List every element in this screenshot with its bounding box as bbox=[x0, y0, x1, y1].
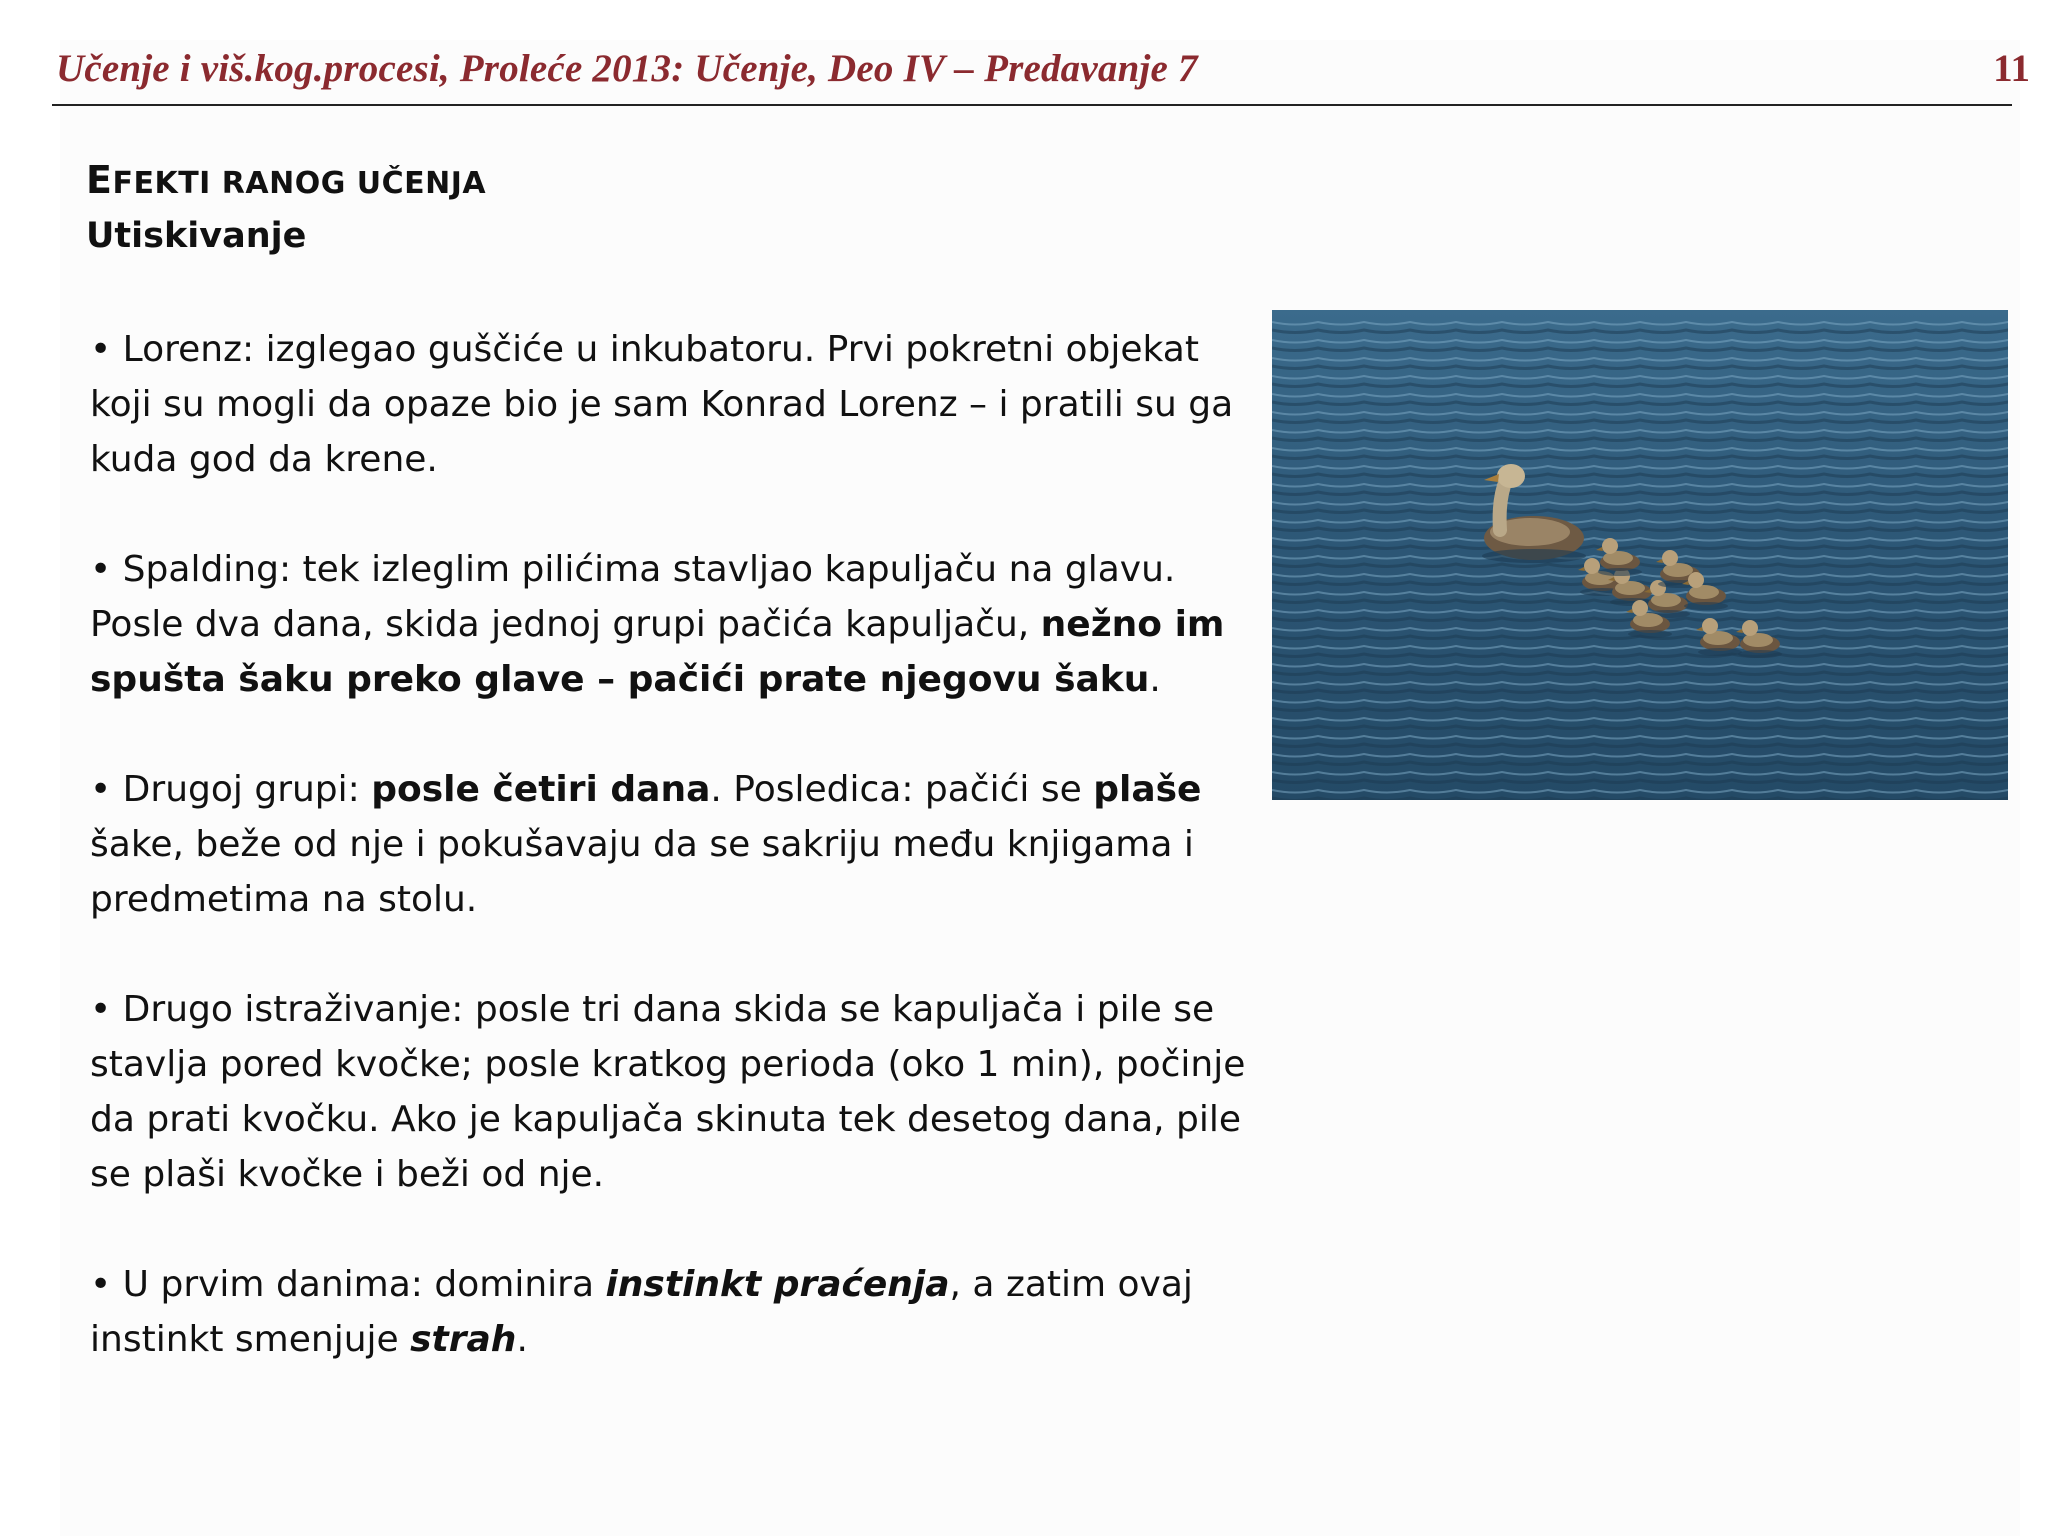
page-number: 11 bbox=[1993, 47, 2030, 90]
duck-family-on-water-image bbox=[1272, 310, 2008, 800]
bullet-first-days bbox=[90, 1257, 1250, 1367]
bullet-second-study bbox=[90, 982, 1250, 1202]
bullet-text: šake, beže od nje i pokušavaju da se sakriju među knjigama i predmetima na stolu. bbox=[90, 824, 1194, 920]
bullet-second-group bbox=[90, 762, 1250, 927]
bullet-text: • Lorenz: izglegao guščiće u inkubatoru. Prvi pokretni objekat koji su mogli da opaze bio je sam Konrad Lorenz – i pratili su ga kuda god da krene. bbox=[90, 329, 1234, 480]
bullet-emphasis: nežno im spušta šaku preko glave – pačići prate njegovu šaku bbox=[90, 604, 1225, 700]
section-title-text: EFEKTI RANOG UČENJA bbox=[86, 158, 487, 202]
ducks-photo bbox=[1272, 310, 2008, 800]
bullet-list bbox=[90, 322, 1250, 1422]
bullet-text: . bbox=[516, 1319, 528, 1360]
section-subtitle: Utiskivanje bbox=[86, 216, 307, 256]
bullet-text: , a zatim ovaj instinkt smenjuje bbox=[90, 1264, 1193, 1360]
bullet-emphasis: strah bbox=[410, 1319, 517, 1360]
bullet-text: • Spalding: tek izleglim pilićima stavljao kapuljaču na glavu. Posle dva dana, skida jednoj grupi pačića kapuljaču, bbox=[90, 549, 1176, 645]
lecture-header-title: Učenje i viš.kog.procesi, Proleće 2013: Učenje, Deo IV – Predavanje 7 bbox=[56, 47, 1198, 90]
bullet-text: . Posledica: pačići se bbox=[710, 769, 1094, 810]
bullet-emphasis: instinkt praćenja bbox=[605, 1264, 950, 1305]
bullet-emphasis: posle četiri dana bbox=[371, 769, 711, 810]
section-title bbox=[86, 158, 486, 202]
bullet-lorenz bbox=[90, 322, 1250, 487]
bullet-text: • U prvim danima: dominira bbox=[90, 1264, 606, 1305]
header-divider bbox=[52, 104, 2012, 106]
bullet-text: . bbox=[1149, 659, 1161, 700]
bullet-spalding bbox=[90, 542, 1250, 707]
bullet-text: • Drugo istraživanje: posle tri dana skida se kapuljača i pile se stavlja pored kvočke; posle kratkog perioda (oko 1 min), počinje da prati kvočku. Ako je kapuljača skinuta tek desetog dana, pile se plaši kvočke i beži od nje. bbox=[90, 989, 1246, 1195]
bullet-emphasis: plaše bbox=[1093, 769, 1202, 810]
bullet-text: • Drugoj grupi: bbox=[90, 769, 372, 810]
